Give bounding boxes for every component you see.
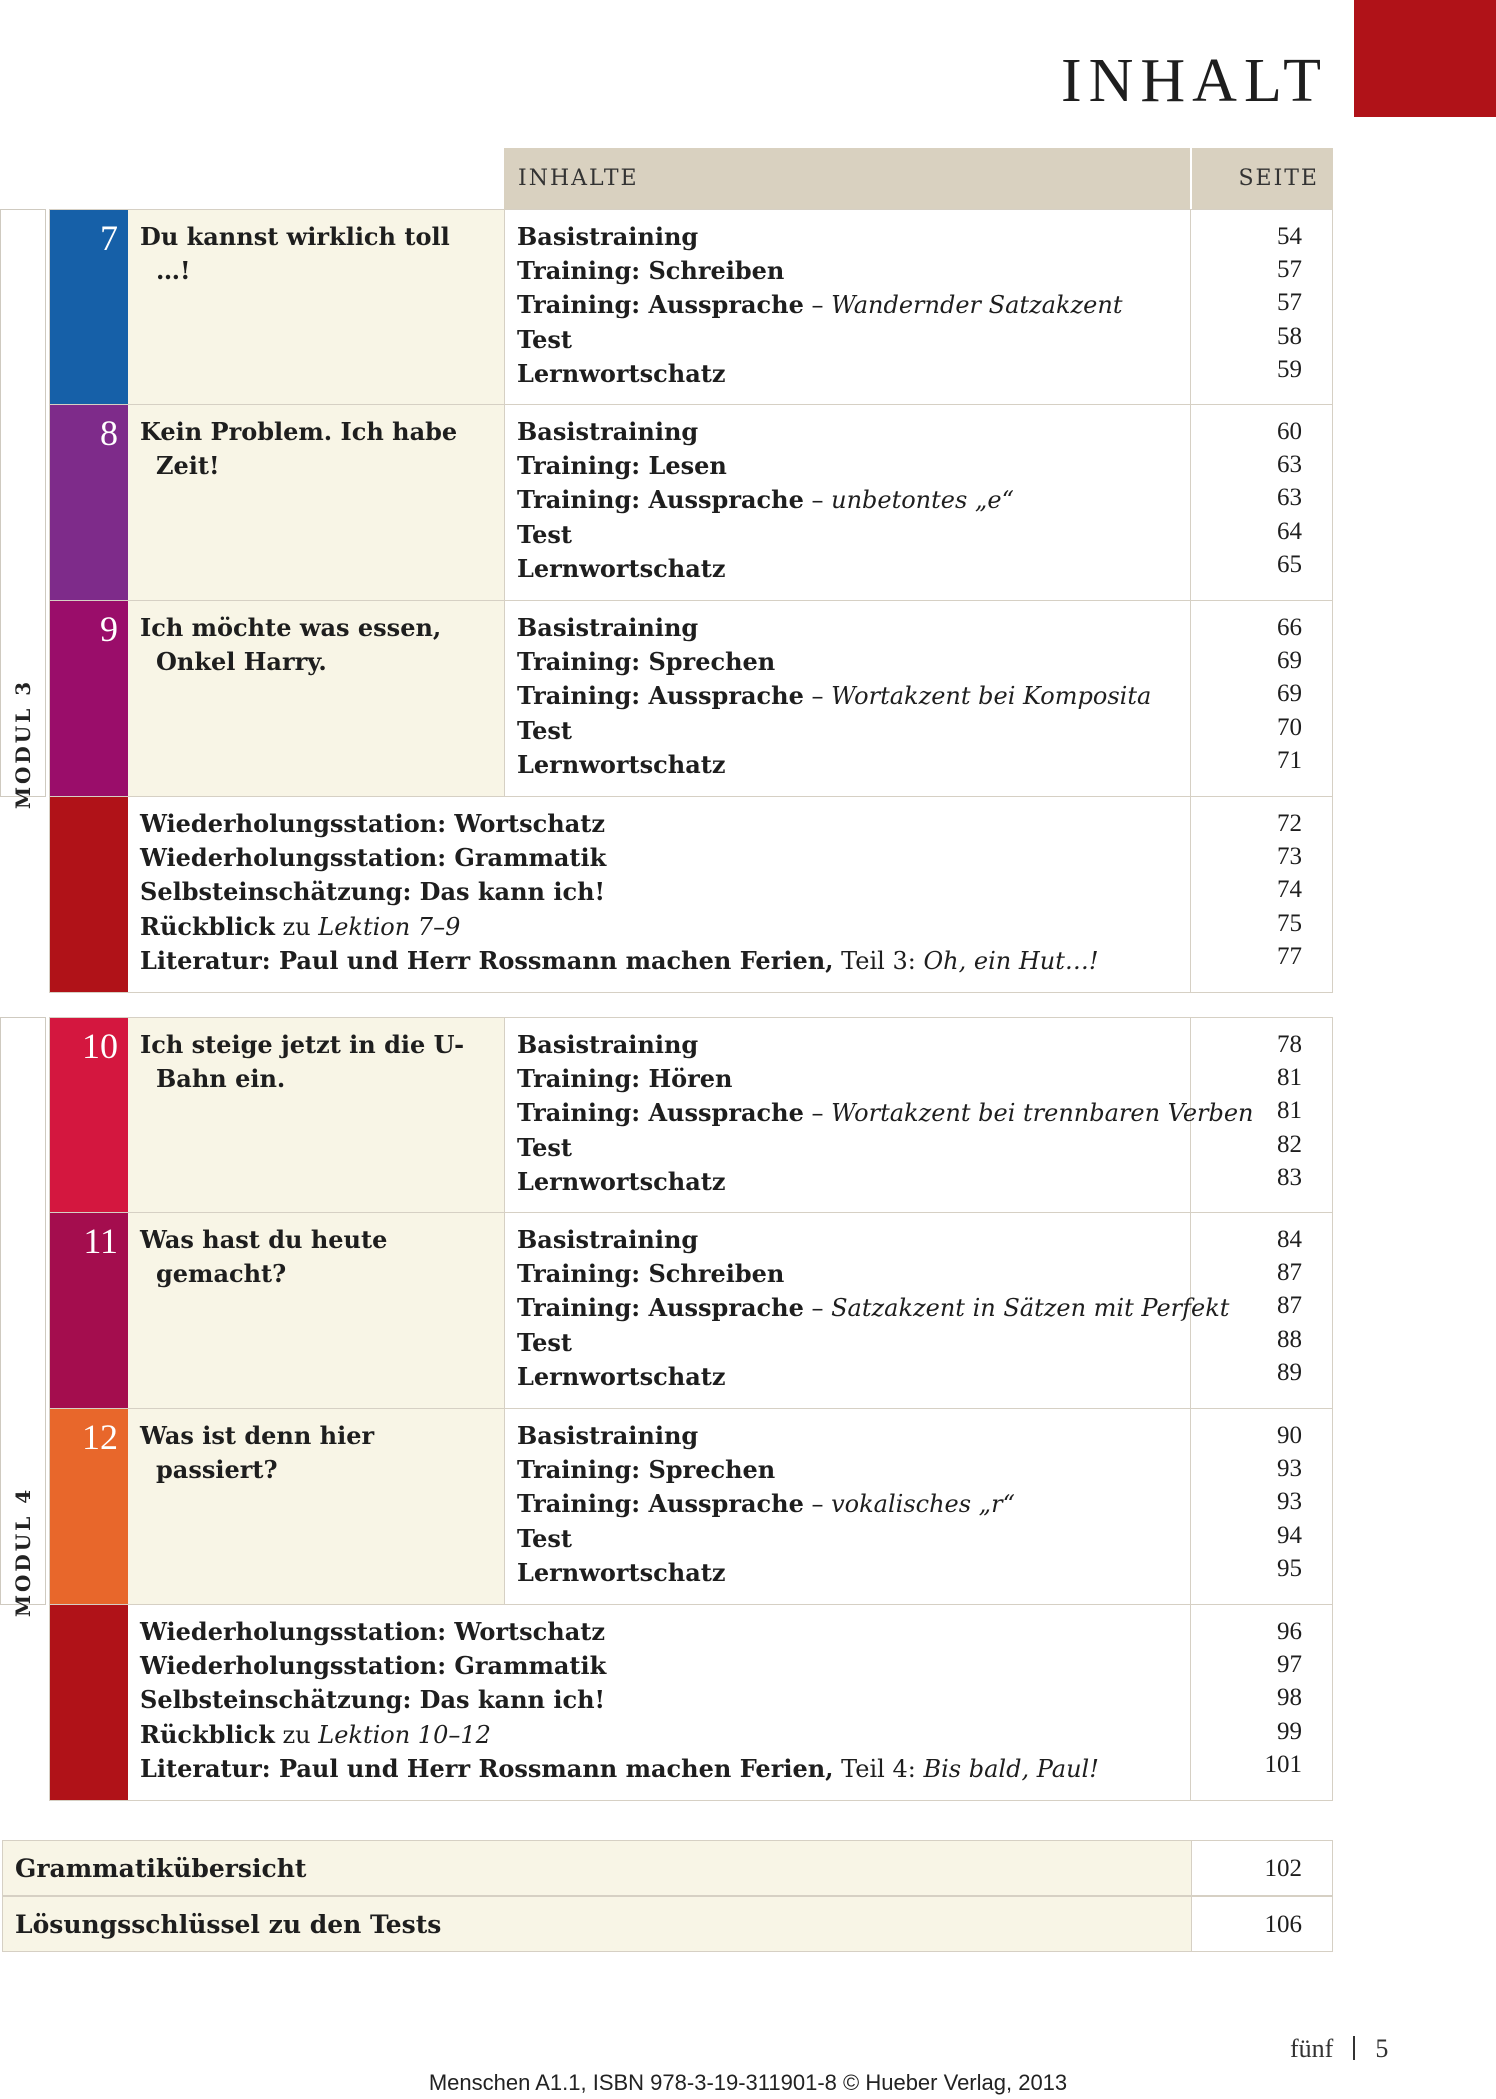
lesson-number-cell (50, 601, 128, 796)
item-bold: Rückblick (140, 911, 275, 941)
page-list (1277, 1419, 1302, 1585)
page-cell (1191, 405, 1332, 600)
page-list (1277, 415, 1302, 581)
page-number: 93 (1277, 1488, 1302, 1516)
item-italic: vokalisches „r“ (831, 1490, 1015, 1519)
item-bold: Training: Aussprache (517, 1098, 804, 1128)
lesson-title: Ich steige jetzt in die U-Bahn ein. (140, 1030, 465, 1093)
content-item (140, 1649, 1099, 1683)
content-item (140, 807, 1099, 841)
modul-4-label-text: MODUL 4 (11, 1486, 35, 1618)
content-item (517, 1131, 1254, 1165)
item-italic: Bis bald, Paul! (923, 1754, 1099, 1783)
item-bold: Lernwortschatz (517, 749, 726, 779)
item-normal: zu (274, 912, 319, 941)
lesson-row-12[interactable] (49, 1409, 1333, 1605)
content-item (140, 875, 1099, 909)
content-item (140, 910, 1099, 944)
lesson-title-cell (128, 1213, 505, 1408)
lesson-title-cell (128, 601, 505, 796)
appendix-label: Lösungsschlüssel zu den Tests (3, 1897, 1192, 1951)
review-row[interactable] (49, 1605, 1333, 1801)
item-bold: Training: Aussprache (517, 290, 804, 320)
content-item (517, 415, 1014, 449)
page-number: 57 (1277, 256, 1302, 284)
table-header (504, 148, 1333, 209)
item-bold: Lernwortschatz (517, 1557, 726, 1587)
item-bold: Test (517, 1132, 572, 1162)
page-number: 70 (1277, 713, 1302, 741)
item-bold: Test (517, 1327, 572, 1357)
page-number: 99 (1277, 1717, 1302, 1745)
page-number: 90 (1277, 1422, 1302, 1449)
item-italic: Lektion 10–12 (318, 1720, 491, 1749)
page-number: 65 (1277, 550, 1302, 578)
item-bold: Basistraining (517, 1225, 699, 1254)
item-dash: – (803, 291, 832, 320)
content-item (517, 483, 1014, 517)
item-italic: unbetontes „e“ (831, 486, 1014, 515)
lesson-number-cell (50, 1018, 128, 1212)
copyright-line: Menschen A1.1, ISBN 978-3-19-311901-8 © Hueber Verlag, 2013 (428, 2070, 1068, 2095)
item-bold: Basistraining (517, 1421, 699, 1450)
content-item (517, 1062, 1254, 1096)
page-number: 72 (1277, 810, 1302, 837)
item-bold: Selbsteinschätzung: Das kann ich! (140, 877, 606, 907)
page-cell (1191, 1213, 1332, 1408)
page-number: 89 (1277, 1358, 1302, 1386)
page-number: 77 (1277, 942, 1302, 970)
review-color-cell (50, 1605, 128, 1800)
item-italic: Oh, ein Hut…! (923, 946, 1099, 975)
lesson-title: Was hast du heute gemacht? (140, 1225, 388, 1288)
page-number: 5 (1375, 2034, 1389, 2063)
lesson-number-cell (50, 405, 128, 600)
page-number: 98 (1277, 1684, 1302, 1712)
item-bold: Wiederholungsstation: Wortschatz (140, 809, 605, 838)
page-number: 63 (1277, 484, 1302, 512)
page-word: fünf (1290, 2034, 1334, 2063)
content-item (140, 1718, 1099, 1752)
page-number: 69 (1277, 647, 1302, 675)
content-item (517, 1326, 1229, 1360)
lesson-row-9[interactable] (49, 601, 1333, 797)
lesson-number-cell (50, 210, 128, 404)
content-item (517, 611, 1151, 645)
content-item (517, 1453, 1015, 1487)
content-item (517, 1360, 1229, 1394)
page-number: 54 (1277, 223, 1302, 250)
page-number: 71 (1277, 746, 1302, 774)
page-number: 87 (1277, 1259, 1302, 1287)
item-normal: Teil 3: (833, 946, 924, 975)
page-cell (1191, 601, 1332, 796)
item-bold: Test (517, 519, 572, 549)
page-number: 63 (1277, 451, 1302, 479)
item-bold: Training: Lesen (517, 451, 727, 481)
content-list (517, 415, 1014, 586)
appendix-page: 106 (1264, 1911, 1302, 1938)
content-item (517, 220, 1122, 254)
item-bold: Basistraining (517, 613, 699, 642)
page-number: 59 (1277, 355, 1302, 383)
review-color-cell (50, 797, 128, 992)
page-number: 94 (1277, 1521, 1302, 1549)
content-list (517, 1419, 1015, 1590)
lesson-title-cell (128, 1409, 505, 1604)
page-number: 97 (1277, 1651, 1302, 1679)
content-item (517, 518, 1014, 552)
item-bold: Literatur: Paul und Herr Rossmann machen Ferien, (140, 1753, 834, 1783)
lesson-title-cell (128, 1018, 505, 1212)
page-cell (1191, 1018, 1332, 1212)
page-cell (1191, 1605, 1332, 1800)
page-number: 82 (1277, 1130, 1302, 1158)
content-item (140, 1752, 1099, 1786)
item-dash: – (803, 1294, 832, 1323)
content-item (517, 645, 1151, 679)
lesson-contents (505, 1213, 1230, 1408)
page-separator (1353, 2036, 1355, 2060)
item-bold: Basistraining (517, 1030, 699, 1059)
content-item (517, 1165, 1254, 1199)
appendix-row-grammar[interactable] (2, 1840, 1333, 1896)
appendix-page: 102 (1264, 1855, 1302, 1882)
lesson-number: 11 (83, 1221, 118, 1261)
page-number: 64 (1277, 517, 1302, 545)
page-list (1277, 807, 1302, 973)
page-number: 87 (1277, 1292, 1302, 1320)
content-item (517, 323, 1122, 357)
content-item (517, 1556, 1015, 1590)
page-title: INHALT (1060, 47, 1328, 115)
item-bold: Training: Aussprache (517, 485, 804, 515)
content-item (140, 944, 1099, 978)
page-number: 78 (1277, 1031, 1302, 1058)
lesson-number: 12 (82, 1417, 118, 1457)
modul-4-label (0, 1017, 46, 1618)
item-bold: Training: Schreiben (517, 1259, 785, 1289)
content-item (517, 679, 1151, 713)
content-item (517, 1522, 1015, 1556)
page-number: 74 (1277, 876, 1302, 904)
lesson-row-8[interactable] (49, 405, 1333, 601)
page-number: 66 (1277, 614, 1302, 641)
item-bold: Wiederholungsstation: Grammatik (140, 843, 607, 873)
content-list (140, 1615, 1099, 1786)
item-bold: Lernwortschatz (517, 1166, 726, 1196)
page-number: 88 (1277, 1325, 1302, 1353)
lesson-number: 7 (100, 218, 118, 258)
item-bold: Lernwortschatz (517, 358, 726, 388)
item-bold: Test (517, 324, 572, 354)
item-bold: Wiederholungsstation: Grammatik (140, 1651, 607, 1681)
item-bold: Selbsteinschätzung: Das kann ich! (140, 1685, 606, 1715)
lesson-number-cell (50, 1409, 128, 1604)
content-item (517, 288, 1122, 322)
page-list (1277, 611, 1302, 777)
item-italic: Wortakzent bei trennbaren Verben (831, 1099, 1254, 1128)
item-normal: Teil 4: (833, 1754, 924, 1783)
item-bold: Lernwortschatz (517, 1361, 726, 1391)
content-item (517, 714, 1151, 748)
lesson-title: Kein Problem. Ich habe Zeit! (140, 417, 458, 480)
lesson-row-11[interactable] (49, 1213, 1333, 1409)
item-bold: Training: Hören (517, 1064, 733, 1094)
page-list (1265, 1615, 1303, 1781)
content-item (140, 1615, 1099, 1649)
corner-accent (1354, 0, 1496, 117)
content-item (517, 1223, 1229, 1257)
item-bold: Training: Aussprache (517, 681, 804, 711)
content-item (517, 357, 1122, 391)
item-bold: Lernwortschatz (517, 553, 726, 583)
page-number: 101 (1264, 1750, 1302, 1778)
lesson-row-7[interactable] (49, 209, 1333, 405)
content-list (517, 1223, 1229, 1394)
content-item (517, 1096, 1254, 1130)
item-italic: Satzakzent in Sätzen mit Perfekt (831, 1294, 1230, 1323)
content-item (517, 449, 1014, 483)
lesson-number: 9 (100, 609, 118, 649)
page-number-footer (1290, 2034, 1388, 2064)
page-number: 73 (1277, 843, 1302, 871)
page-cell (1191, 797, 1332, 992)
content-item (517, 748, 1151, 782)
content-item (517, 1028, 1254, 1062)
item-bold: Basistraining (517, 222, 699, 251)
lesson-contents (505, 1018, 1254, 1212)
lesson-title-cell (128, 405, 505, 600)
item-italic: Lektion 7–9 (318, 912, 461, 941)
item-bold: Training: Sprechen (517, 647, 776, 677)
item-bold: Basistraining (517, 417, 699, 446)
item-bold: Test (517, 1523, 572, 1553)
page-number: 83 (1277, 1163, 1302, 1191)
item-bold: Literatur: Paul und Herr Rossmann machen Ferien, (140, 945, 834, 975)
lesson-title: Was ist denn hier passiert? (140, 1421, 375, 1484)
modul-3-label (0, 209, 46, 810)
content-item (517, 1487, 1015, 1521)
content-list (517, 220, 1122, 391)
item-bold: Training: Aussprache (517, 1293, 804, 1323)
page-number: 96 (1277, 1618, 1302, 1645)
content-item (517, 1257, 1229, 1291)
item-dash: – (803, 1099, 832, 1128)
page-number: 81 (1277, 1064, 1302, 1092)
content-list (517, 611, 1151, 782)
page-number: 58 (1277, 322, 1302, 350)
lesson-contents (505, 601, 1191, 796)
content-item (517, 552, 1014, 586)
appendix-row-solutions[interactable] (2, 1896, 1333, 1952)
page-cell (1191, 1409, 1332, 1604)
page-number: 75 (1277, 909, 1302, 937)
content-item (517, 1291, 1229, 1325)
lesson-number-cell (50, 1213, 128, 1408)
lesson-title: Ich möchte was essen, Onkel Harry. (140, 613, 442, 676)
content-list (140, 807, 1099, 978)
item-italic: Wortakzent bei Komposita (831, 682, 1152, 711)
page-number: 57 (1277, 289, 1302, 317)
page-number: 81 (1277, 1097, 1302, 1125)
lesson-contents (505, 1409, 1191, 1604)
item-dash: – (803, 1490, 832, 1519)
content-item (517, 254, 1122, 288)
lesson-title-cell (128, 210, 505, 404)
content-item (140, 1683, 1099, 1717)
review-contents (128, 1605, 1191, 1800)
page-number: 69 (1277, 680, 1302, 708)
page-list (1277, 220, 1302, 386)
lesson-contents (505, 210, 1191, 404)
item-normal: zu (274, 1720, 319, 1749)
item-bold: Test (517, 715, 572, 745)
lesson-number: 10 (82, 1026, 118, 1066)
content-item (517, 1419, 1015, 1453)
content-item (140, 841, 1099, 875)
page-list (1277, 1028, 1302, 1194)
content-list (517, 1028, 1254, 1199)
page-number: 95 (1277, 1554, 1302, 1582)
item-bold: Training: Schreiben (517, 256, 785, 286)
item-bold: Rückblick (140, 1719, 275, 1749)
lesson-contents (505, 405, 1191, 600)
item-bold: Training: Sprechen (517, 1455, 776, 1485)
appendix-label: Grammatikübersicht (3, 1841, 1192, 1895)
header-divider (1190, 148, 1192, 209)
item-dash: – (803, 486, 832, 515)
lesson-title: Du kannst wirklich toll …! (140, 222, 450, 285)
item-dash: – (803, 682, 832, 711)
header-page: SEITE (1238, 166, 1319, 191)
review-row[interactable] (49, 797, 1333, 993)
review-contents (128, 797, 1191, 992)
lesson-number: 8 (100, 413, 118, 453)
header-contents: INHALTE (518, 166, 639, 191)
item-bold: Training: Aussprache (517, 1489, 804, 1519)
page-cell (1191, 210, 1332, 404)
page-number: 60 (1277, 418, 1302, 445)
item-bold: Wiederholungsstation: Wortschatz (140, 1617, 605, 1646)
item-italic: Wandernder Satzakzent (831, 291, 1123, 320)
page-number: 84 (1277, 1226, 1302, 1253)
page-list (1277, 1223, 1302, 1389)
modul-3-label-text: MODUL 3 (11, 678, 35, 810)
lesson-row-10[interactable] (49, 1017, 1333, 1213)
page-number: 93 (1277, 1455, 1302, 1483)
